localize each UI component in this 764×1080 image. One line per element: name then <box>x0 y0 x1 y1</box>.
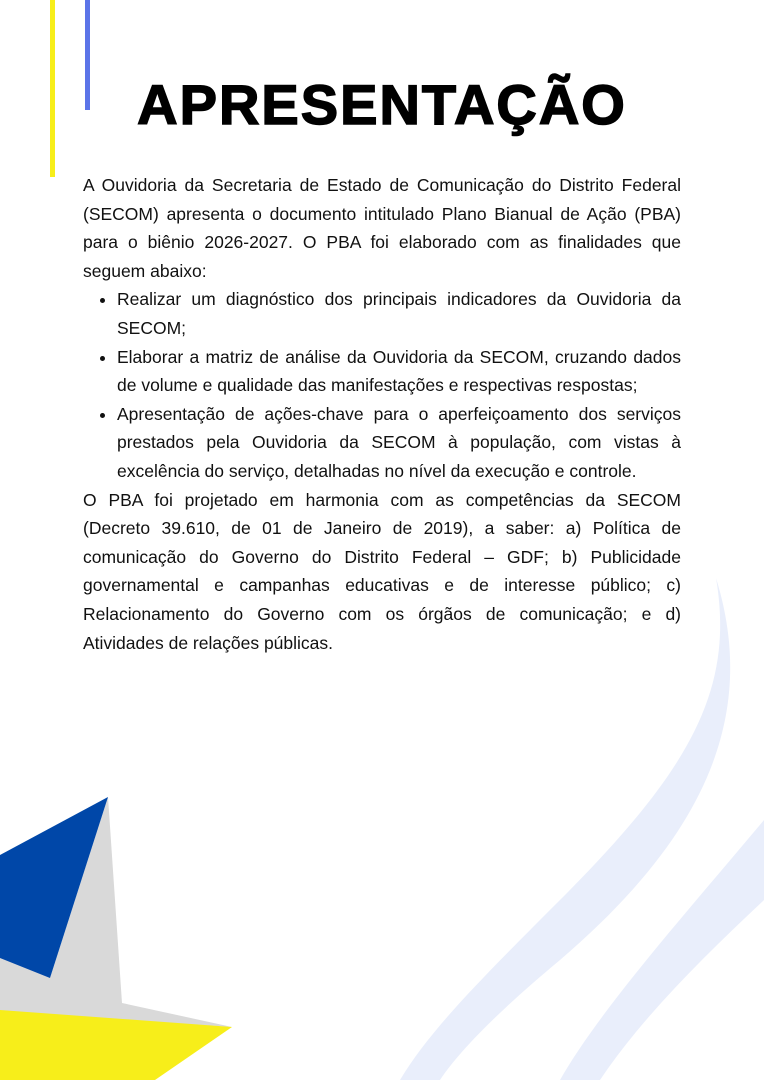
page-title: APRESENTAÇÃO <box>137 73 627 136</box>
intro-paragraph: A Ouvidoria da Secretaria de Estado de Comunicação do Distrito Federal (SECOM) apresenta o documento intitulado Plano Bianual de Ação (PBA) para o biênio 2026-2027. O PBA foi elaborado com as finalidades que seguem abaixo: <box>83 175 681 281</box>
curve-band-right <box>560 820 764 1080</box>
list-item: • Realizar um diagnóstico dos principais indicadores da Ouvidoria da SECOM; <box>117 285 681 342</box>
closing-paragraph: O PBA foi projetado em harmonia com as competências da SECOM (Decreto 39.610, de 01 de Janeiro de 2019), a saber: a) Política de comunicação do Governo do Distrito Federal – GDF; b) Publicidade governamental e campanhas educativas e de interesse público; c) Relacionamento do Governo com os órgãos de comunicação; e d) Atividades de relações públicas. <box>83 489 681 653</box>
list-item: • Elaborar a matriz de análise da Ouvidoria da SECOM, cruzando dados de volume e qualidade das manifestações e respectivas respostas; <box>117 343 681 400</box>
list-item: • Apresentação de ações-chave para o aperfeiçoamento dos serviços prestados pela Ouvidoria da SECOM à população, com vistas à excelência do serviço, detalhadas no nível da execução e controle. <box>117 400 681 486</box>
purpose-list <box>83 285 681 485</box>
body-text <box>83 171 681 657</box>
